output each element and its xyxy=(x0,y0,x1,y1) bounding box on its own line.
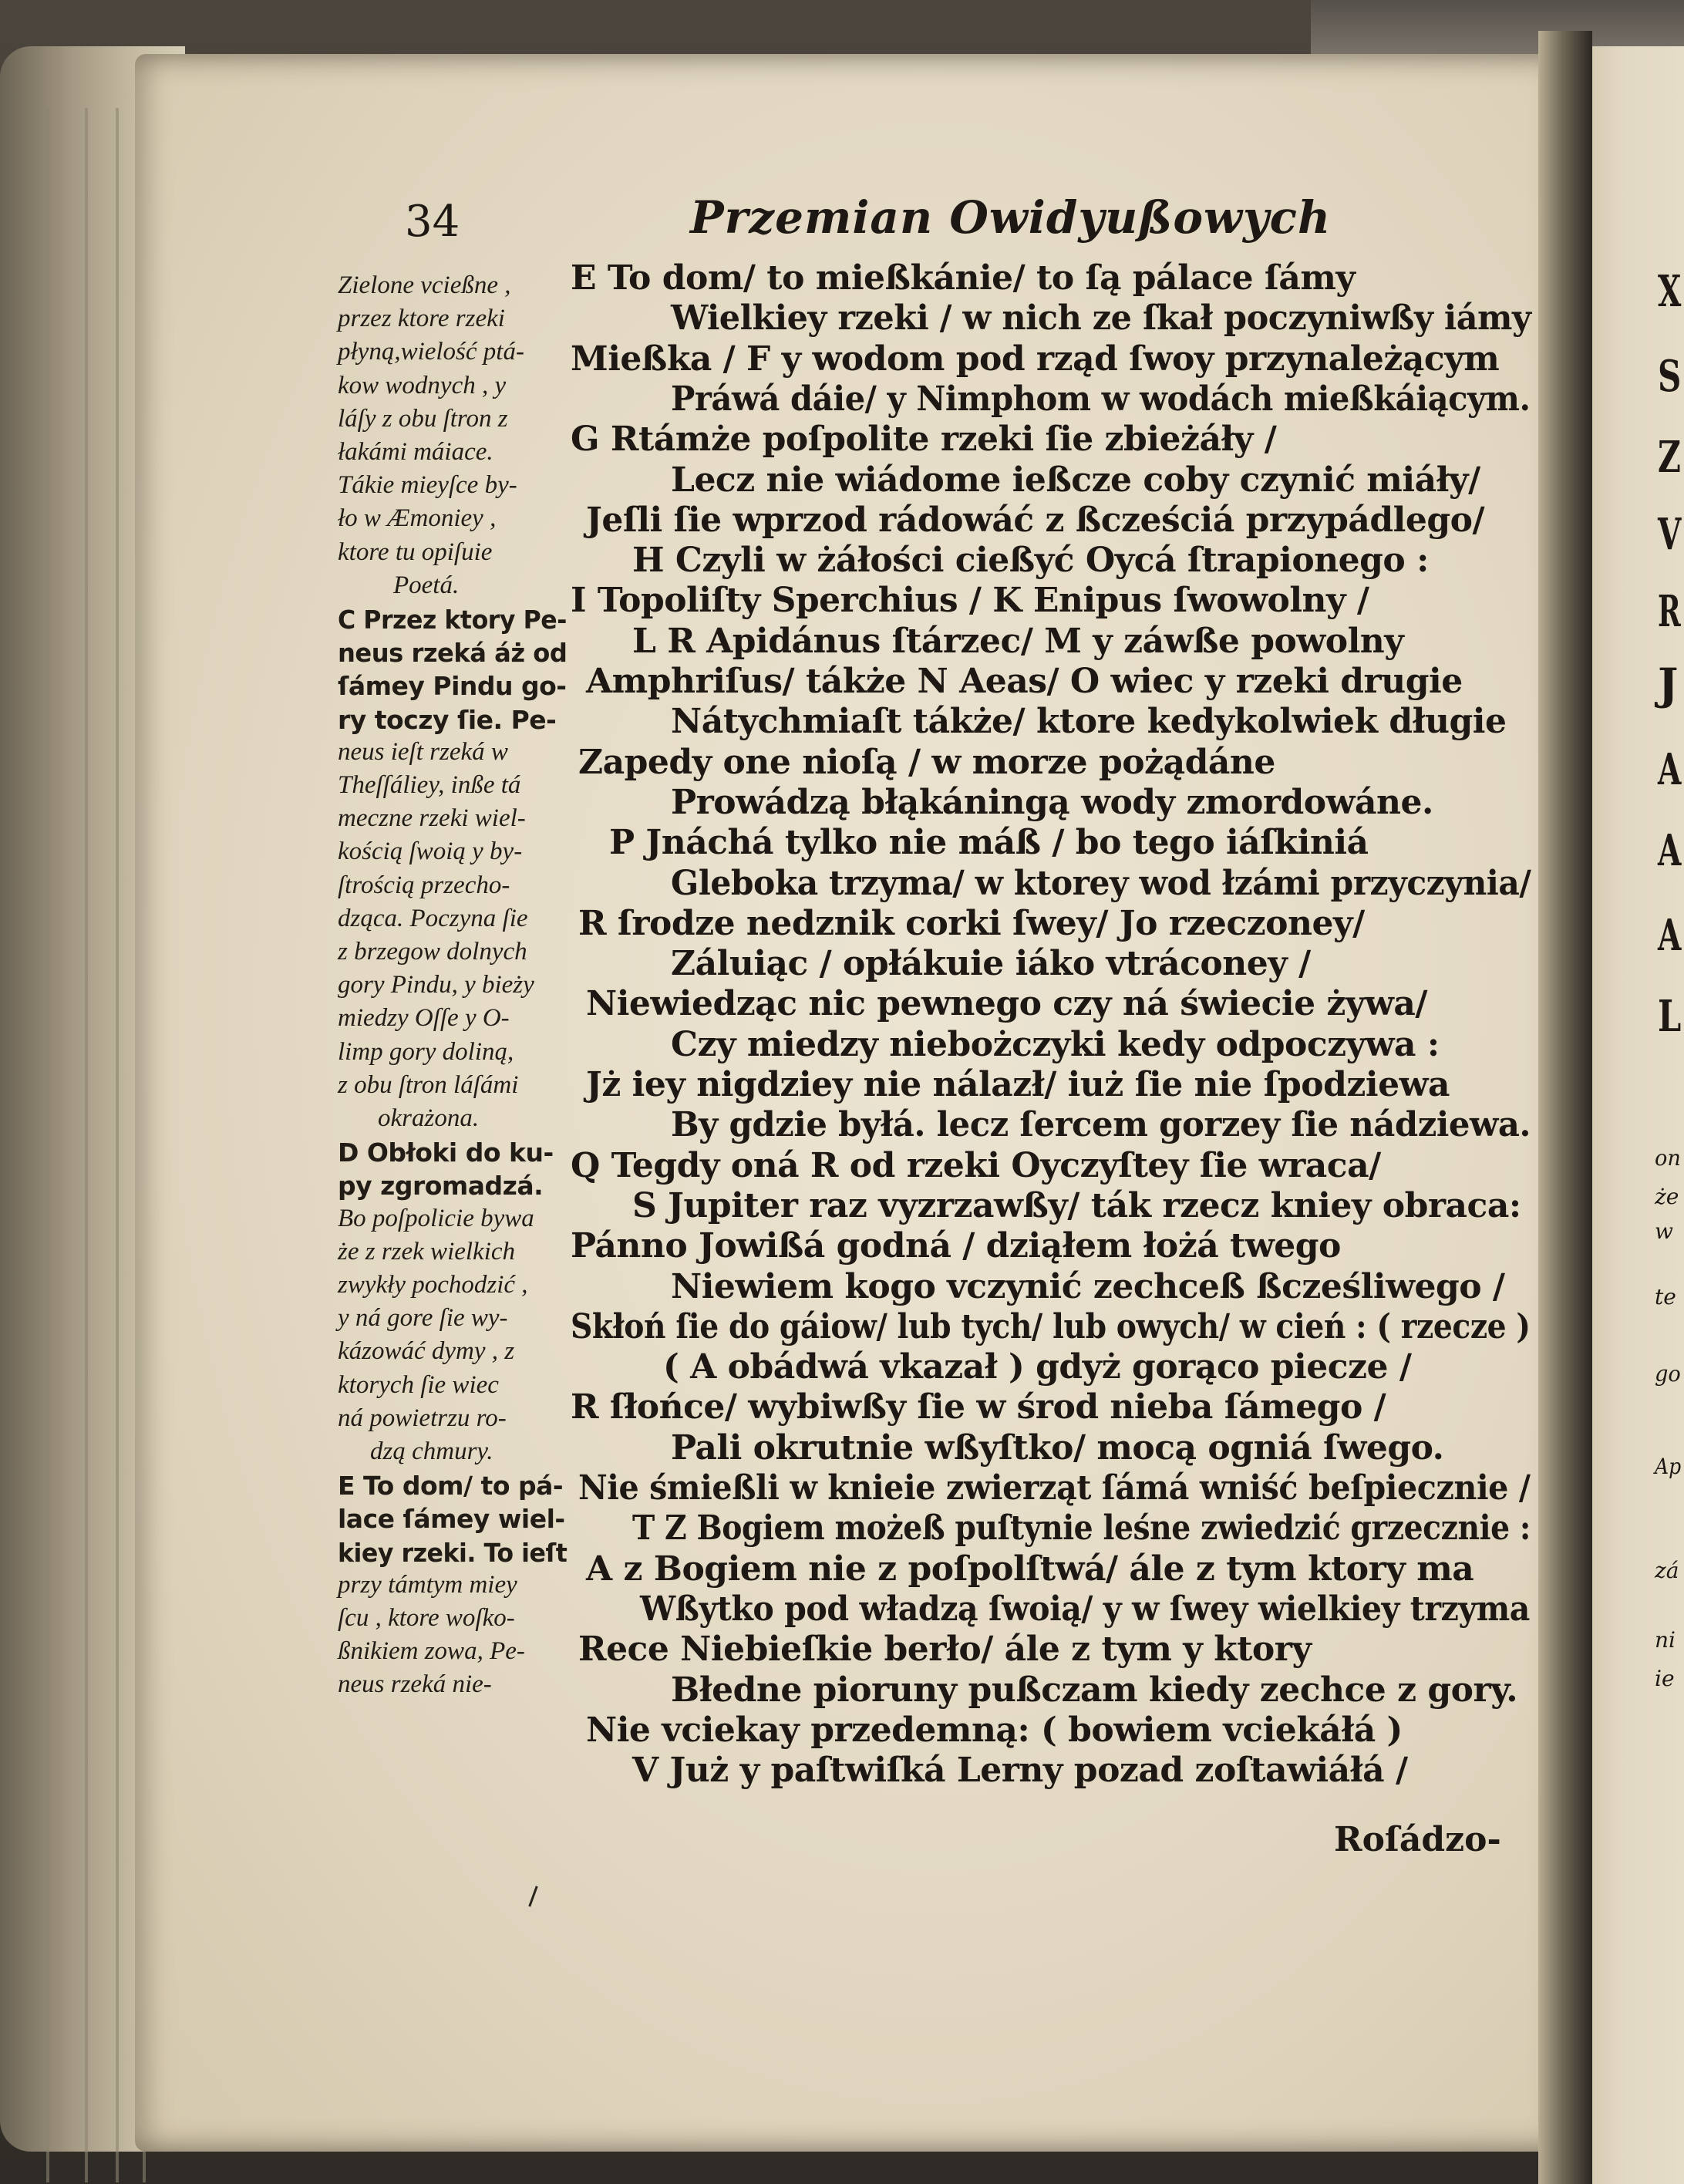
margin-note-line: neus rzeká nie- xyxy=(338,1670,492,1699)
margin-note-line: neus ieſt rzeká w xyxy=(338,737,508,766)
leaf-edge xyxy=(116,108,119,2182)
margin-note-line: limp gory doliną, xyxy=(338,1037,514,1066)
verse-line: R ſłońce/ wybiwßy ſie w środ nieba ſámego / xyxy=(571,1387,1386,1427)
edge-letter: A xyxy=(1658,744,1682,795)
edge-letter: A xyxy=(1658,910,1682,961)
margin-note-line: neus rzeká áż od xyxy=(338,638,568,669)
margin-note-line: kow wodnych , y xyxy=(338,371,507,399)
edge-letter: Z xyxy=(1658,432,1681,483)
margin-note-line: ſcu , ktore woſko- xyxy=(338,1604,515,1632)
margin-note-line: miedzy Oſſe y O- xyxy=(338,1004,510,1033)
margin-note-line: zwykły pochodzić , xyxy=(338,1271,528,1299)
margin-note-line: Theſſáliey, inße tá xyxy=(338,771,521,799)
margin-note-line: że z rzek wielkich xyxy=(338,1237,516,1266)
margin-note-line: ktorych ſie wiec xyxy=(338,1370,499,1399)
verse-line: Wßytko pod władzą ſwoią/ y w ſwey wielkiey trzyma xyxy=(640,1589,1530,1629)
edge-fragment: w xyxy=(1655,1218,1673,1244)
edge-fragment: Ap xyxy=(1655,1454,1682,1479)
edge-letter: L xyxy=(1658,991,1682,1042)
edge-fragment: że xyxy=(1655,1184,1679,1209)
verse-line: I Topoliſty Sperchius / K Enipus ſwowolny / xyxy=(571,581,1369,621)
margin-note-line: kością ſwoią y by- xyxy=(338,838,523,866)
gutter xyxy=(1538,31,1592,2184)
verse-line: Wielkiey rzeki / w nich ze ſkał poczyniwßy iámy xyxy=(671,298,1531,339)
margin-note-line: z obu ſtron láſámi xyxy=(338,1070,519,1099)
catchword: Roſádzo- xyxy=(1334,1820,1501,1859)
margin-note-line: Zielone vcießne , xyxy=(338,271,511,299)
verse-line: Czy miedzy niebożczyki kedy odpoczywa : xyxy=(671,1024,1440,1064)
verse-line: Jeſli ſie wprzod rádowáć z ßcześciá przypádlego/ xyxy=(586,500,1485,540)
verse-line: Pánno Jowißá godná / dziąłem łożá twego xyxy=(571,1226,1341,1266)
verse-line: Pali okrutnie wßyſtko/ mocą ogniá ſwego. xyxy=(671,1427,1444,1468)
page-number: 34 xyxy=(405,197,460,247)
verse-line: L R Apidánus ſtárzec/ M y záwße powolny xyxy=(632,621,1404,661)
margin-note-line: płyną,wielość ptá- xyxy=(338,338,524,366)
verse-line: P Jnáchá tylko nie máß / bo tego iáſkiniá xyxy=(609,823,1369,863)
margin-note-line: Tákie mieyſce by- xyxy=(338,471,517,500)
verse-line: Gleboka trzyma/ w ktorey wod łzámi przyczynia/ xyxy=(671,863,1531,903)
verse-line: Zapedy one nioſą / w morze pożądáne xyxy=(578,742,1275,782)
leaf-edge xyxy=(46,108,49,2182)
margin-note-line: ſámey Pindu go- xyxy=(338,671,567,702)
margin-note-line: dzą chmury. xyxy=(370,1437,493,1465)
margin-note-line: meczne rzeki wiel- xyxy=(338,804,526,833)
margin-note-line: ło w Æmoniey , xyxy=(338,504,497,533)
margin-note-line: ktore tu opiſuie xyxy=(338,538,493,566)
margin-note-line: láſy z obu ſtron z xyxy=(338,404,508,433)
margin-note-line: przez ktore rzeki xyxy=(338,305,505,333)
verse-line: Skłoń ſie do gáiow/ lub tych/ lub owych/ w cień : ( rzecze ) xyxy=(571,1306,1531,1346)
edge-fragment: zá xyxy=(1655,1558,1679,1583)
margin-note-line: py zgromadzá. xyxy=(338,1171,544,1202)
verse-line: H Czyli w żáłości cießyć Oycá ſtrapionego : xyxy=(632,541,1429,581)
verse-line: Nátychmiaſt tákże/ ktore kedykolwiek długie xyxy=(671,702,1507,742)
verse-line: Rece Niebieſkie berło/ ále z tym y ktory xyxy=(578,1630,1312,1670)
verse-line: Lecz nie wiádome ießcze coby czynić miáły/ xyxy=(671,460,1480,500)
margin-note-line: y ná gore ſie wy- xyxy=(338,1304,508,1333)
margin-note-line: ry toczy ſie. Pe- xyxy=(338,704,557,735)
edge-fragment: te xyxy=(1655,1284,1676,1309)
margin-note-line: Bo poſpolicie bywa xyxy=(338,1204,534,1232)
margin-note-line: łakámi máiace. xyxy=(338,438,493,466)
margin-note-line: ná powietrzu ro- xyxy=(338,1404,507,1432)
leaf-edge xyxy=(85,108,88,2182)
verse-line: Práwá dáie/ y Nimphom w wodách mießkáiącym. xyxy=(671,379,1531,419)
verse-line: Prowádzą błąkáningą wody zmordowáne. xyxy=(671,782,1433,822)
edge-fragment: ie xyxy=(1655,1666,1675,1691)
verse-line: Q Tegdy oná R od rzeki Oyczyſtey ſie wraca/ xyxy=(571,1145,1381,1185)
verse-line: G Rtámże poſpolite rzeki ſie zbieżáły / xyxy=(571,420,1277,460)
verse-line: Záluiąc / opłákuie iáko vtráconey / xyxy=(671,944,1311,984)
verse-line: Jż iey nigdziey nie nálazł/ iuż ſie nie ſpodziewa xyxy=(586,1065,1450,1104)
margin-note-line: kiey rzeki. To ieſt xyxy=(338,1537,568,1568)
margin-note-line: dząca. Poczyna ſie xyxy=(338,904,528,932)
margin-note-line: ſtrością przecho- xyxy=(338,871,510,899)
verse-line: Błedne pioruny pußczam kiedy zechce z gory. xyxy=(671,1670,1518,1710)
verse-line: T Z Bogiem możeß puſtynie leśne zwiedzić grzecznie : xyxy=(632,1508,1531,1549)
verse-line: E To dom/ to mießkánie/ to ſą pálace ſámy xyxy=(571,258,1356,298)
edge-fragment: on xyxy=(1655,1145,1681,1171)
edge-letter: R xyxy=(1658,586,1681,637)
verse-line: By gdzie byłá. lecz ſercem gorzey ſie nádziewa. xyxy=(671,1105,1531,1145)
verse-line: V Już y paſtwiſká Lerny pozad zoſtawiáłá / xyxy=(632,1751,1408,1791)
margin-note-line: C Przez ktory Pe- xyxy=(338,605,567,635)
verse-line: S Jupiter raz vyzrzawßy/ ták rzecz kniey obraca: xyxy=(632,1185,1521,1225)
margin-note-line: okrażona. xyxy=(378,1104,480,1132)
edge-letter: V xyxy=(1658,509,1682,560)
edge-fragment: go xyxy=(1655,1361,1681,1387)
verse-line: R ſrodze nedznik corki ſwey/ Jo rzeczoney/ xyxy=(578,903,1365,943)
verse-line: A z Bogiem nie z poſpolſtwá/ ále z tym ktory ma xyxy=(586,1549,1474,1589)
edge-letter: J xyxy=(1658,659,1679,710)
verse-line: Nie śmießli w knieie zwierząt ſámá wniść beſpiecznie / xyxy=(578,1468,1531,1508)
edge-letter: S xyxy=(1658,351,1682,402)
edge-letter: A xyxy=(1658,825,1682,876)
margin-note-line: E To dom/ to pá- xyxy=(338,1471,564,1502)
margin-note-line: D Obłoki do ku- xyxy=(338,1138,554,1168)
running-head: Przemian Owidyußowych xyxy=(690,191,1332,244)
margin-note-line: Poetá. xyxy=(393,571,460,599)
margin-note-line: ßnikiem zowa, Pe- xyxy=(338,1637,525,1666)
margin-note-line: gory Pindu, y bieży xyxy=(338,971,534,999)
verse-line: Nie vciekay przedemną: ( bowiem vciekáłá ) xyxy=(586,1710,1403,1750)
edge-fragment: ni xyxy=(1655,1627,1676,1653)
margin-note-line: kázowáć dymy , z xyxy=(338,1337,515,1366)
edge-letter: X xyxy=(1658,266,1682,317)
verse-line: Niewiem kogo vczynić zechceß ßcześliwego / xyxy=(671,1266,1505,1306)
verse-line: ( A obádwá vkazał ) gdyż gorąco piecze / xyxy=(663,1347,1412,1387)
verse-line: Niewiedząc nic pewnego czy ná świecie żywa/ xyxy=(586,984,1427,1024)
verse-line: Amphriſus/ tákże N Aeas/ O wiec y rzeki drugie xyxy=(586,662,1463,701)
margin-note-line: przy támtym miey xyxy=(338,1570,517,1599)
verse-line: Mießka / F y wodom pod rząd ſwoy przynależącym xyxy=(571,339,1500,379)
margin-note-line: z brzegow dolnych xyxy=(338,938,527,966)
margin-note-line: lace ſámey wiel- xyxy=(338,1504,565,1535)
